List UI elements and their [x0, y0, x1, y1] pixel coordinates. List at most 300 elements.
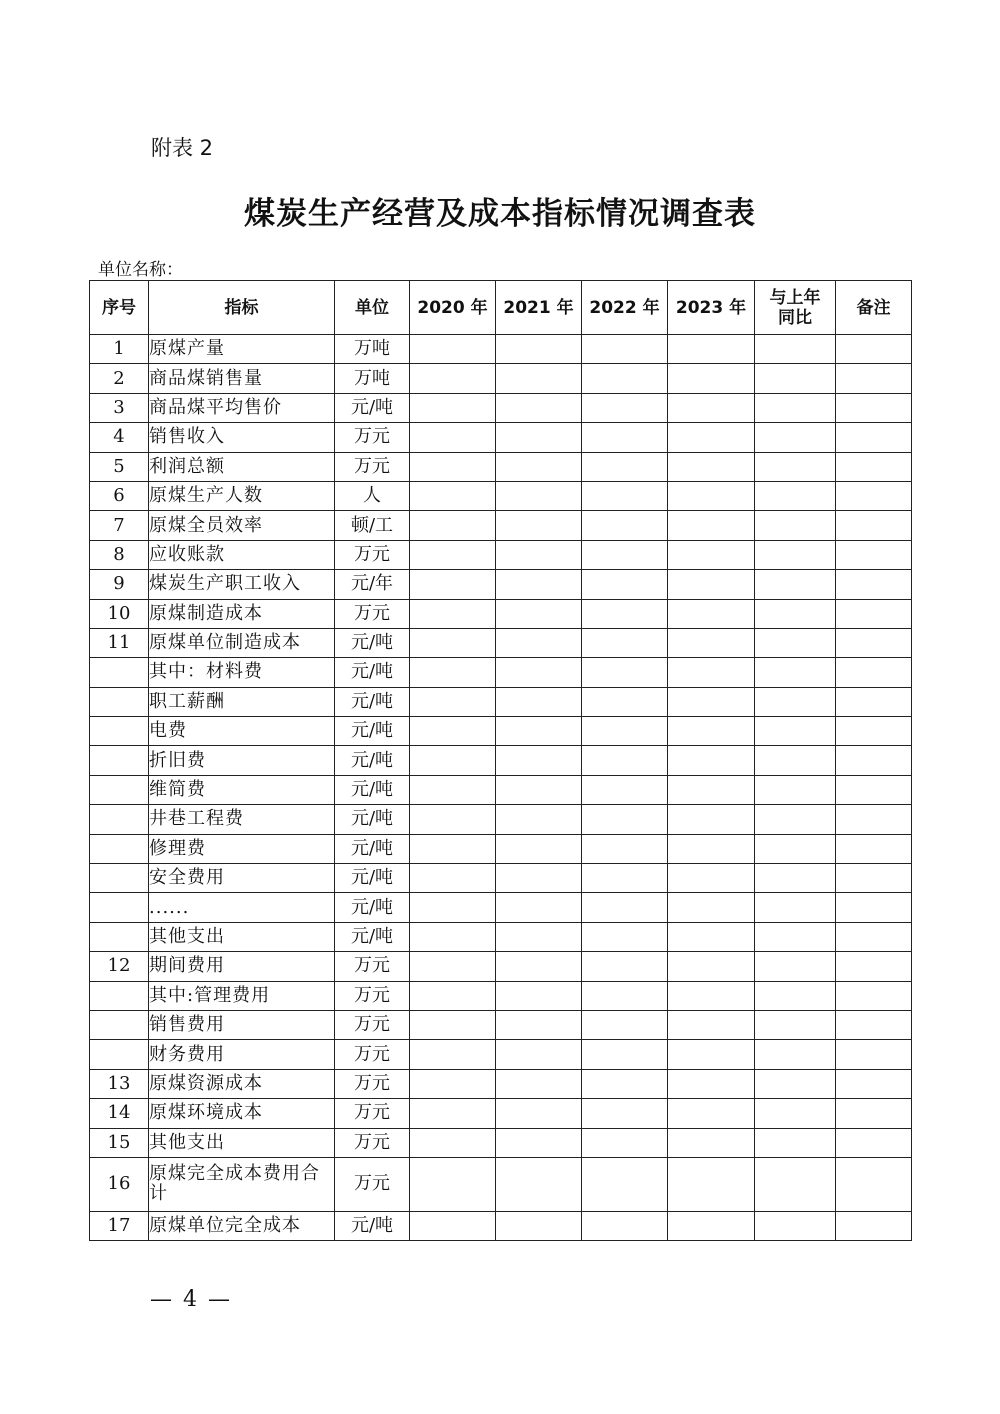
row-number-cell — [90, 805, 149, 834]
document-title: 煤炭生产经营及成本指标情况调查表 — [244, 196, 756, 232]
appendix-label: 附表 2 — [151, 136, 214, 160]
value-cell-2020 — [410, 423, 496, 452]
value-cell-2023 — [668, 1157, 755, 1211]
value-cell-2020 — [410, 893, 496, 922]
table-row — [90, 452, 912, 481]
value-cell-2022 — [582, 1069, 668, 1098]
unit-cell: 万元 — [335, 1128, 410, 1157]
value-cell-2022 — [582, 393, 668, 422]
remarks-cell — [836, 393, 912, 422]
remarks-cell — [836, 1128, 912, 1157]
unit-cell: 万元 — [335, 1157, 410, 1211]
row-number-cell: 5 — [90, 452, 149, 481]
value-cell-2021 — [496, 599, 582, 628]
value-cell-2020 — [410, 452, 496, 481]
value-cell-2020 — [410, 981, 496, 1010]
remarks-cell — [836, 746, 912, 775]
remarks-cell — [836, 981, 912, 1010]
value-cell-2020 — [410, 511, 496, 540]
remarks-cell — [836, 540, 912, 569]
remarks-cell — [836, 717, 912, 746]
indicator-cell: 财务费用 — [149, 1040, 335, 1069]
col-header-2023: 2023 年 — [668, 281, 755, 335]
remarks-cell — [836, 570, 912, 599]
indicator-cell: 原煤制造成本 — [149, 599, 335, 628]
yoy-cell — [755, 1010, 836, 1039]
table-row — [90, 864, 912, 893]
indicator-cell: 职工薪酬 — [149, 687, 335, 716]
value-cell-2020 — [410, 1010, 496, 1039]
col-header-no: 序号 — [90, 281, 149, 335]
yoy-cell — [755, 775, 836, 804]
value-cell-2022 — [582, 481, 668, 510]
value-cell-2020 — [410, 717, 496, 746]
remarks-cell — [836, 364, 912, 393]
value-cell-2020 — [410, 834, 496, 863]
value-cell-2021 — [496, 540, 582, 569]
value-cell-2023 — [668, 1010, 755, 1039]
value-cell-2020 — [410, 952, 496, 981]
value-cell-2023 — [668, 570, 755, 599]
yoy-cell — [755, 981, 836, 1010]
row-number-cell: 17 — [90, 1211, 149, 1240]
indicator-cell: 其他支出 — [149, 922, 335, 951]
row-number-cell: 8 — [90, 540, 149, 569]
table-row — [90, 805, 912, 834]
survey-table — [89, 280, 912, 1241]
row-number-cell — [90, 1040, 149, 1069]
value-cell-2021 — [496, 570, 582, 599]
table-row — [90, 952, 912, 981]
table-row — [90, 746, 912, 775]
remarks-cell — [836, 628, 912, 657]
yoy-cell — [755, 540, 836, 569]
unit-cell: 万元 — [335, 952, 410, 981]
value-cell-2023 — [668, 834, 755, 863]
value-cell-2022 — [582, 1157, 668, 1211]
value-cell-2022 — [582, 687, 668, 716]
indicator-cell: 其他支出 — [149, 1128, 335, 1157]
value-cell-2022 — [582, 511, 668, 540]
yoy-cell — [755, 1128, 836, 1157]
remarks-cell — [836, 1211, 912, 1240]
yoy-cell — [755, 893, 836, 922]
value-cell-2023 — [668, 1211, 755, 1240]
row-number-cell — [90, 775, 149, 804]
indicator-cell: 电费 — [149, 717, 335, 746]
remarks-cell — [836, 834, 912, 863]
value-cell-2022 — [582, 1010, 668, 1039]
row-number-cell — [90, 717, 149, 746]
indicator-cell: 其中：材料费 — [149, 658, 335, 687]
value-cell-2023 — [668, 628, 755, 657]
value-cell-2020 — [410, 746, 496, 775]
value-cell-2021 — [496, 658, 582, 687]
remarks-cell — [836, 687, 912, 716]
indicator-cell: 期间费用 — [149, 952, 335, 981]
table-row — [90, 1069, 912, 1098]
indicator-cell: 原煤全员效率 — [149, 511, 335, 540]
table-row — [90, 981, 912, 1010]
value-cell-2022 — [582, 1128, 668, 1157]
remarks-cell — [836, 952, 912, 981]
indicator-cell: 原煤单位制造成本 — [149, 628, 335, 657]
table-row — [90, 922, 912, 951]
table-row — [90, 393, 912, 422]
unit-cell: 万元 — [335, 1099, 410, 1128]
yoy-cell — [755, 687, 836, 716]
unit-cell: 万元 — [335, 540, 410, 569]
unit-cell: 元/吨 — [335, 687, 410, 716]
table-row — [90, 1099, 912, 1128]
row-number-cell — [90, 834, 149, 863]
row-number-cell — [90, 981, 149, 1010]
remarks-cell — [836, 1010, 912, 1039]
row-number-cell: 4 — [90, 423, 149, 452]
row-number-cell — [90, 893, 149, 922]
value-cell-2021 — [496, 1010, 582, 1039]
value-cell-2020 — [410, 922, 496, 951]
value-cell-2022 — [582, 1211, 668, 1240]
value-cell-2022 — [582, 805, 668, 834]
unit-cell: 万元 — [335, 599, 410, 628]
value-cell-2021 — [496, 393, 582, 422]
yoy-cell — [755, 746, 836, 775]
remarks-cell — [836, 775, 912, 804]
yoy-cell — [755, 393, 836, 422]
remarks-cell — [836, 452, 912, 481]
table-row — [90, 335, 912, 364]
yoy-cell — [755, 570, 836, 599]
value-cell-2022 — [582, 775, 668, 804]
unit-cell: 万元 — [335, 1010, 410, 1039]
unit-cell: 人 — [335, 481, 410, 510]
value-cell-2021 — [496, 1099, 582, 1128]
remarks-cell — [836, 893, 912, 922]
value-cell-2023 — [668, 687, 755, 716]
row-number-cell: 7 — [90, 511, 149, 540]
value-cell-2023 — [668, 393, 755, 422]
unit-cell: 元/吨 — [335, 746, 410, 775]
value-cell-2023 — [668, 1040, 755, 1069]
table-header-row — [90, 281, 912, 335]
yoy-cell — [755, 1211, 836, 1240]
value-cell-2022 — [582, 893, 668, 922]
value-cell-2023 — [668, 481, 755, 510]
indicator-cell: 其中:管理费用 — [149, 981, 335, 1010]
unit-cell: 元/吨 — [335, 805, 410, 834]
value-cell-2021 — [496, 805, 582, 834]
value-cell-2020 — [410, 335, 496, 364]
value-cell-2020 — [410, 1099, 496, 1128]
value-cell-2023 — [668, 864, 755, 893]
yoy-cell — [755, 834, 836, 863]
value-cell-2023 — [668, 746, 755, 775]
value-cell-2021 — [496, 481, 582, 510]
remarks-cell — [836, 922, 912, 951]
yoy-cell — [755, 717, 836, 746]
yoy-cell — [755, 423, 836, 452]
indicator-cell: ...... — [149, 893, 335, 922]
table-row — [90, 893, 912, 922]
indicator-cell: 商品煤平均售价 — [149, 393, 335, 422]
value-cell-2021 — [496, 335, 582, 364]
row-number-cell — [90, 658, 149, 687]
table-row — [90, 1128, 912, 1157]
value-cell-2023 — [668, 511, 755, 540]
row-number-cell: 6 — [90, 481, 149, 510]
value-cell-2023 — [668, 423, 755, 452]
yoy-cell — [755, 1099, 836, 1128]
row-number-cell: 11 — [90, 628, 149, 657]
value-cell-2020 — [410, 687, 496, 716]
yoy-cell — [755, 364, 836, 393]
table-row — [90, 658, 912, 687]
unit-cell: 万吨 — [335, 335, 410, 364]
yoy-cell — [755, 335, 836, 364]
value-cell-2021 — [496, 864, 582, 893]
yoy-cell — [755, 952, 836, 981]
table-row — [90, 834, 912, 863]
value-cell-2022 — [582, 1040, 668, 1069]
value-cell-2022 — [582, 540, 668, 569]
table-body — [90, 335, 912, 1241]
yoy-cell — [755, 1040, 836, 1069]
indicator-cell: 修理费 — [149, 834, 335, 863]
value-cell-2021 — [496, 717, 582, 746]
table-row — [90, 687, 912, 716]
yoy-cell — [755, 1157, 836, 1211]
indicator-cell: 原煤完全成本费用合计 — [149, 1157, 335, 1211]
value-cell-2022 — [582, 599, 668, 628]
col-header-2022: 2022 年 — [582, 281, 668, 335]
value-cell-2021 — [496, 1157, 582, 1211]
row-number-cell — [90, 864, 149, 893]
table-row — [90, 511, 912, 540]
value-cell-2022 — [582, 717, 668, 746]
table-row — [90, 540, 912, 569]
yoy-cell — [755, 628, 836, 657]
remarks-cell — [836, 481, 912, 510]
unit-cell: 元/吨 — [335, 864, 410, 893]
unit-cell: 元/吨 — [335, 717, 410, 746]
value-cell-2021 — [496, 922, 582, 951]
value-cell-2020 — [410, 658, 496, 687]
remarks-cell — [836, 335, 912, 364]
value-cell-2021 — [496, 834, 582, 863]
unit-cell: 元/吨 — [335, 834, 410, 863]
indicator-cell: 应收账款 — [149, 540, 335, 569]
value-cell-2021 — [496, 981, 582, 1010]
yoy-cell — [755, 805, 836, 834]
table-row — [90, 1211, 912, 1240]
value-cell-2023 — [668, 805, 755, 834]
remarks-cell — [836, 805, 912, 834]
value-cell-2022 — [582, 658, 668, 687]
yoy-cell — [755, 481, 836, 510]
value-cell-2022 — [582, 834, 668, 863]
unit-cell: 万吨 — [335, 364, 410, 393]
unit-name-label: 单位名称： — [98, 260, 183, 280]
value-cell-2020 — [410, 570, 496, 599]
value-cell-2022 — [582, 628, 668, 657]
value-cell-2022 — [582, 864, 668, 893]
indicator-cell: 原煤单位完全成本 — [149, 1211, 335, 1240]
value-cell-2020 — [410, 1040, 496, 1069]
value-cell-2021 — [496, 628, 582, 657]
value-cell-2021 — [496, 775, 582, 804]
indicator-cell: 煤炭生产职工收入 — [149, 570, 335, 599]
value-cell-2023 — [668, 893, 755, 922]
indicator-cell: 商品煤销售量 — [149, 364, 335, 393]
unit-cell: 元/吨 — [335, 775, 410, 804]
col-header-indicator: 指标 — [149, 281, 335, 335]
table-row — [90, 481, 912, 510]
remarks-cell — [836, 599, 912, 628]
value-cell-2020 — [410, 775, 496, 804]
value-cell-2022 — [582, 981, 668, 1010]
indicator-cell: 销售收入 — [149, 423, 335, 452]
value-cell-2021 — [496, 687, 582, 716]
yoy-cell — [755, 864, 836, 893]
value-cell-2020 — [410, 628, 496, 657]
row-number-cell — [90, 922, 149, 951]
value-cell-2020 — [410, 1157, 496, 1211]
row-number-cell: 14 — [90, 1099, 149, 1128]
value-cell-2022 — [582, 570, 668, 599]
value-cell-2023 — [668, 540, 755, 569]
remarks-cell — [836, 1157, 912, 1211]
row-number-cell: 1 — [90, 335, 149, 364]
unit-cell: 元/年 — [335, 570, 410, 599]
unit-cell: 元/吨 — [335, 922, 410, 951]
value-cell-2023 — [668, 1069, 755, 1098]
col-header-remarks: 备注 — [836, 281, 912, 335]
remarks-cell — [836, 1099, 912, 1128]
value-cell-2021 — [496, 1040, 582, 1069]
value-cell-2020 — [410, 364, 496, 393]
value-cell-2020 — [410, 1128, 496, 1157]
value-cell-2023 — [668, 1128, 755, 1157]
value-cell-2021 — [496, 746, 582, 775]
indicator-cell: 维简费 — [149, 775, 335, 804]
value-cell-2020 — [410, 540, 496, 569]
value-cell-2022 — [582, 364, 668, 393]
yoy-cell — [755, 658, 836, 687]
value-cell-2021 — [496, 511, 582, 540]
value-cell-2021 — [496, 452, 582, 481]
yoy-cell — [755, 922, 836, 951]
remarks-cell — [836, 511, 912, 540]
table-row — [90, 775, 912, 804]
indicator-cell: 原煤环境成本 — [149, 1099, 335, 1128]
unit-cell: 万元 — [335, 423, 410, 452]
row-number-cell — [90, 1010, 149, 1039]
table-row — [90, 1157, 912, 1211]
unit-cell: 顿/工 — [335, 511, 410, 540]
table-row — [90, 599, 912, 628]
indicator-cell: 折旧费 — [149, 746, 335, 775]
value-cell-2023 — [668, 364, 755, 393]
unit-cell: 元/吨 — [335, 658, 410, 687]
unit-cell: 元/吨 — [335, 1211, 410, 1240]
value-cell-2023 — [668, 599, 755, 628]
value-cell-2020 — [410, 864, 496, 893]
value-cell-2022 — [582, 922, 668, 951]
col-header-2020: 2020 年 — [410, 281, 496, 335]
row-number-cell — [90, 746, 149, 775]
value-cell-2021 — [496, 952, 582, 981]
value-cell-2020 — [410, 599, 496, 628]
table-row — [90, 570, 912, 599]
value-cell-2023 — [668, 717, 755, 746]
indicator-cell: 安全费用 — [149, 864, 335, 893]
remarks-cell — [836, 1069, 912, 1098]
unit-cell: 万元 — [335, 981, 410, 1010]
value-cell-2022 — [582, 746, 668, 775]
value-cell-2023 — [668, 452, 755, 481]
value-cell-2023 — [668, 1099, 755, 1128]
table-row — [90, 1010, 912, 1039]
row-number-cell: 16 — [90, 1157, 149, 1211]
value-cell-2023 — [668, 981, 755, 1010]
value-cell-2023 — [668, 658, 755, 687]
value-cell-2022 — [582, 423, 668, 452]
value-cell-2023 — [668, 775, 755, 804]
value-cell-2022 — [582, 452, 668, 481]
page-number: — 4 — — [150, 1287, 232, 1312]
indicator-cell: 利润总额 — [149, 452, 335, 481]
value-cell-2021 — [496, 1211, 582, 1240]
remarks-cell — [836, 658, 912, 687]
remarks-cell — [836, 1040, 912, 1069]
indicator-cell: 井巷工程费 — [149, 805, 335, 834]
value-cell-2021 — [496, 1069, 582, 1098]
remarks-cell — [836, 864, 912, 893]
value-cell-2022 — [582, 952, 668, 981]
value-cell-2022 — [582, 335, 668, 364]
indicator-cell: 原煤生产人数 — [149, 481, 335, 510]
indicator-cell: 原煤资源成本 — [149, 1069, 335, 1098]
row-number-cell: 3 — [90, 393, 149, 422]
row-number-cell: 10 — [90, 599, 149, 628]
unit-cell: 元/吨 — [335, 893, 410, 922]
row-number-cell: 13 — [90, 1069, 149, 1098]
value-cell-2020 — [410, 393, 496, 422]
remarks-cell — [836, 423, 912, 452]
yoy-cell — [755, 511, 836, 540]
yoy-cell — [755, 1069, 836, 1098]
table-row — [90, 628, 912, 657]
value-cell-2023 — [668, 952, 755, 981]
col-header-unit: 单位 — [335, 281, 410, 335]
value-cell-2021 — [496, 364, 582, 393]
indicator-cell: 销售费用 — [149, 1010, 335, 1039]
value-cell-2020 — [410, 481, 496, 510]
value-cell-2021 — [496, 893, 582, 922]
row-number-cell: 15 — [90, 1128, 149, 1157]
table-row — [90, 1040, 912, 1069]
col-header-yoy: 与上年同比 — [755, 281, 836, 335]
table-row — [90, 717, 912, 746]
row-number-cell: 9 — [90, 570, 149, 599]
value-cell-2020 — [410, 1069, 496, 1098]
indicator-cell: 原煤产量 — [149, 335, 335, 364]
table-row — [90, 364, 912, 393]
yoy-cell — [755, 599, 836, 628]
table-row — [90, 423, 912, 452]
unit-cell: 元/吨 — [335, 628, 410, 657]
